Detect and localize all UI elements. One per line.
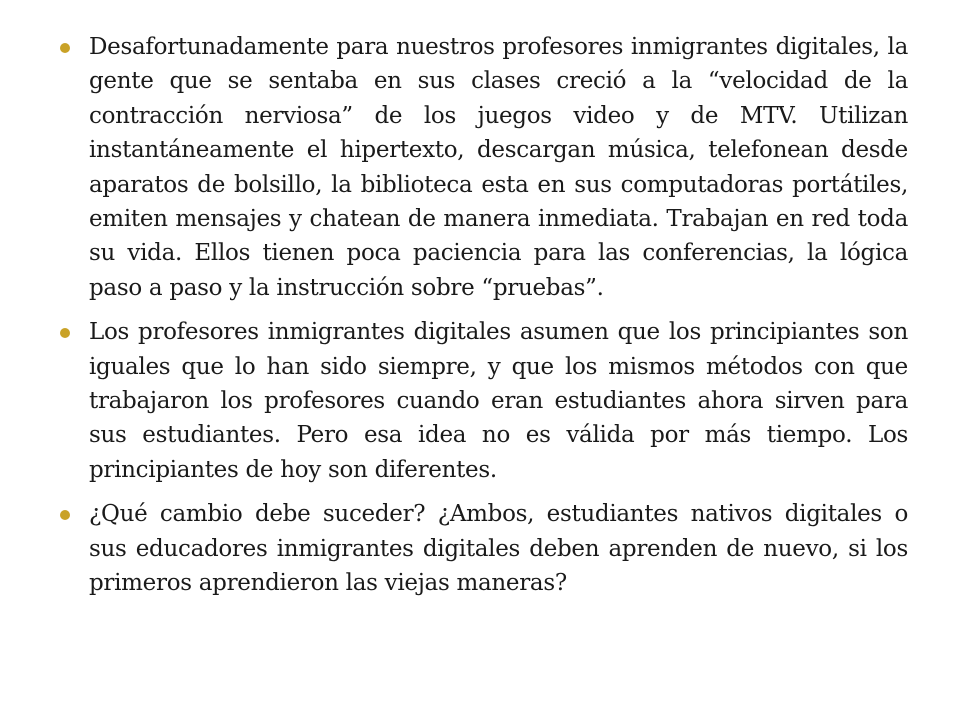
bullet-list bbox=[60, 30, 908, 611]
bullet-text: ¿Qué cambio debe suceder? ¿Ambos, estudiantes nativos digitales o sus educadores inmigrantes digitales deben aprenden de nuevo, si los primeros aprendieron las viejas maneras? bbox=[89, 501, 908, 597]
bullet-dot-icon bbox=[60, 43, 70, 53]
bullet-item bbox=[60, 497, 908, 600]
bullet-text: Los profesores inmigrantes digitales asumen que los principiantes son iguales que lo han sido siempre, y que los mismos métodos con que trabajaron los profesores cuando eran estudiantes ahora sirven para sus estudiantes. Pero esa idea no es válida por más tiempo. Los principiantes de hoy son diferentes. bbox=[89, 319, 908, 483]
bullet-item bbox=[60, 315, 908, 487]
bullet-dot-icon bbox=[60, 510, 70, 520]
bullet-item bbox=[60, 30, 908, 305]
bullet-dot-icon bbox=[60, 328, 70, 338]
bullet-text: Desafortunadamente para nuestros profesores inmigrantes digitales, la gente que se sentaba en sus clases creció a la “velocidad de la contracción nerviosa” de los juegos video y de MTV. Utilizan instantáneamente el hipertexto, descargan música, telefonean desde aparatos de bolsillo, la biblioteca esta en sus computadoras portátiles, emiten mensajes y chatean de manera inmediata. Trabajan en red toda su vida. Ellos tienen poca paciencia para las conferencias, la lógica paso a paso y la instrucción sobre “pruebas”. bbox=[89, 34, 908, 301]
